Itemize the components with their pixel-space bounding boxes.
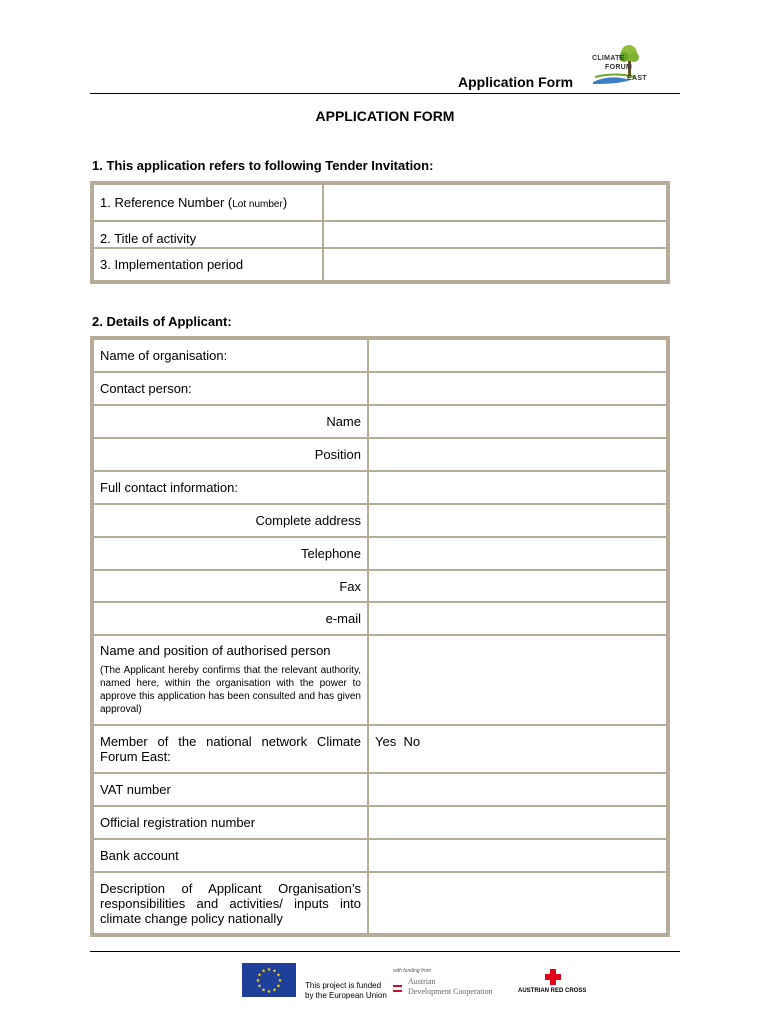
description-field[interactable] (368, 872, 667, 934)
full-contact-field[interactable] (368, 471, 667, 504)
address-label: Complete address (93, 504, 368, 537)
authorised-person-note: (The Applicant hereby confirms that the relevant authority, named here, within the organisation with the power to approve this application has been consulted and has given approval) (100, 665, 361, 715)
red-cross-icon (545, 969, 561, 985)
description-label: Description of Applicant Organisation’s responsibilities and activities/ inputs into climate change policy nationally (93, 872, 368, 934)
telephone-label: Telephone (93, 537, 368, 570)
fax-label: Fax (93, 570, 368, 602)
yes-option[interactable]: Yes (375, 734, 397, 749)
applicant-table (90, 336, 670, 937)
eu-funding-text: This project is funded by the European Union (305, 981, 387, 1000)
header-title: Application Form (458, 74, 574, 90)
position-label: Position (93, 438, 368, 471)
eu-star-icon: ★ (255, 978, 261, 984)
name-field[interactable] (368, 405, 667, 438)
austrian-red-cross-logo (518, 966, 590, 998)
no-option[interactable]: No (403, 734, 421, 749)
tender-table (90, 181, 670, 284)
fax-field[interactable] (368, 570, 667, 602)
document-title: APPLICATION FORM (315, 108, 455, 124)
logo-text-forum: FORUM (605, 64, 633, 71)
eu-star-icon: ★ (266, 967, 272, 973)
footer-divider (90, 951, 680, 952)
header-divider (90, 93, 680, 94)
eu-star-icon: ★ (261, 987, 266, 994)
title-of-activity-label: 2. Title of activity (93, 221, 323, 248)
organisation-field[interactable] (368, 339, 667, 372)
registration-label: Official registration number (93, 806, 368, 839)
implementation-period-label: 3. Implementation period (93, 248, 323, 281)
bank-account-label: Bank account (93, 839, 368, 872)
telephone-field[interactable] (368, 537, 667, 570)
austrian-development-cooperation-logo (393, 968, 511, 1000)
eu-star-icon: ★ (272, 987, 277, 994)
eu-star-icon: ★ (257, 983, 262, 990)
vat-label: VAT number (93, 773, 368, 806)
section1-heading: 1. This application refers to following Tender Invitation: (92, 158, 434, 173)
red-cross-label: AUSTRIAN RED CROSS (518, 988, 587, 994)
title-of-activity-field[interactable] (323, 221, 667, 248)
authorised-person-label: Name and position of authorised person (100, 643, 331, 658)
full-contact-label: Full contact information: (93, 471, 368, 504)
eu-star-icon: ★ (261, 968, 266, 975)
contact-person-label: Contact person: (93, 372, 368, 405)
reference-number-field[interactable] (323, 184, 667, 221)
eu-star-icon: ★ (257, 972, 262, 979)
reference-number-label: 1. Reference Number (Lot number) (93, 184, 323, 221)
member-label: Member of the national network Climate Forum East: (93, 725, 368, 773)
eu-star-icon: ★ (272, 968, 277, 975)
authorised-person-field[interactable] (368, 635, 667, 725)
authorised-person-cell (93, 635, 368, 725)
ada-tagline: with funding from (393, 968, 432, 974)
eu-star-icon: ★ (276, 972, 281, 979)
implementation-period-field[interactable] (323, 248, 667, 281)
logo-text-east: EAST (627, 75, 647, 82)
ada-name-line2: Development Cooperation (408, 987, 493, 996)
section2-heading: 2. Details of Applicant: (92, 314, 232, 329)
eu-flag-icon (242, 963, 296, 997)
eu-star-icon: ★ (266, 989, 272, 995)
climate-forum-east-logo (585, 44, 647, 88)
organisation-label: Name of organisation: (93, 339, 368, 372)
position-field[interactable] (368, 438, 667, 471)
registration-field[interactable] (368, 806, 667, 839)
eu-star-icon: ★ (276, 983, 281, 990)
logo-text-climate: CLIMATE (592, 55, 625, 62)
name-label: Name (93, 405, 368, 438)
member-field (368, 725, 667, 773)
eu-star-icon: ★ (277, 978, 283, 984)
email-label: e-mail (93, 602, 368, 635)
bank-account-field[interactable] (368, 839, 667, 872)
email-field[interactable] (368, 602, 667, 635)
ada-name-line1: Austrian (408, 977, 436, 986)
contact-person-field[interactable] (368, 372, 667, 405)
vat-field[interactable] (368, 773, 667, 806)
address-field[interactable] (368, 504, 667, 537)
